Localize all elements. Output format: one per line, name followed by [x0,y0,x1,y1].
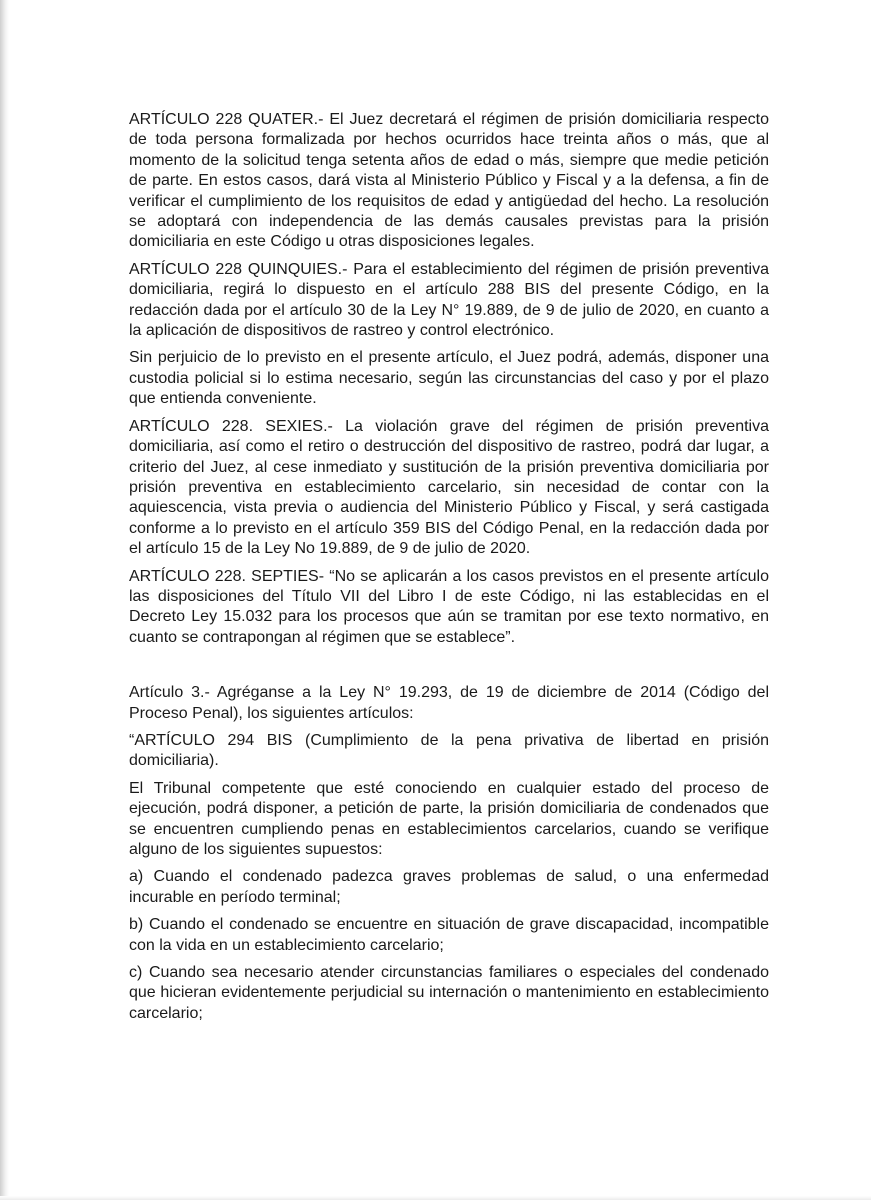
clause-c: c) Cuando sea necesario atender circunstancias familiares o especiales del condenado que hicieran evidentemente perjudicial su internación o mantenimiento en establecimiento carcelario; [129,964,769,1022]
article-294-bis-title: “ARTÍCULO 294 BIS (Cumplimiento de la pena privativa de libertad en prisión domiciliaria). [129,731,769,770]
article-228-septies: ARTÍCULO 228. SEPTIES- “No se aplicarán a los casos previstos en el presente artículo las disposiciones del Título VII del Libro I de este Código, ni las establecidas en el Decreto Ley 15.032 para los procesos que aún se tramitan por ese texto normativo, en cuanto se contrapongan al régimen que se establece”. [129,567,769,646]
article-228-quater: ARTÍCULO 228 QUATER.- El Juez decretará el régimen de prisión domiciliaria respecto de toda persona formalizada por hechos ocurridos hace treinta años o más, que al momento de la solicitud tenga setenta años de edad o más, siempre que medie petición de parte. En estos casos, dará vista al Ministerio Público y Fiscal y a la defensa, a fin de verificar el cumplimiento de los requisitos de edad y antigüedad del hecho. La resolución se adoptará con independencia de las demás causales previstas para la prisión domiciliaria en este Código u otras disposiciones legales. [129,111,769,251]
article-228-quinquies-paragraph-2: Sin perjuicio de lo previsto en el presente artículo, el Juez podrá, además, disponer una custodia policial si lo estima necesario, según las circunstancias del caso y por el plazo que entienda conveniente. [129,349,769,408]
clause-a: a) Cuando el condenado padezca graves problemas de salud, o una enfermedad incurable en período terminal; [129,868,769,906]
clause-b: b) Cuando el condenado se encuentre en situación de grave discapacidad, incompatible con la vida en un establecimiento carcelario; [129,916,769,954]
article-228-sexies: ARTÍCULO 228. SEXIES.- La violación grave del régimen de prisión preventiva domiciliaria, así como el retiro o destrucción del dispositivo de rastreo, podrá dar lugar, a criterio del Juez, al cese inmediato y sustitución de la prisión preventiva domiciliaria por prisión preventiva en establecimiento carcelario, sin necesidad de contar con la aquiescencia, vista previa o audiencia del Ministerio Público y Fiscal, y será castigada conforme a lo previsto en el artículo 359 BIS del Código Penal, en la redacción dada por el artículo 15 de la Ley No 19.889, de 9 de julio de 2020. [129,417,769,558]
article-3-intro: Artículo 3.- Agréganse a la Ley N° 19.293, de 19 de diciembre de 2014 (Código del Proceso Penal), los siguientes artículos: [129,684,769,722]
document-body [129,110,769,1031]
section-spacer [129,655,769,683]
article-294-bis-body: El Tribunal competente que esté conociendo en cualquier estado del proceso de ejecución, podrá disponer, a petición de parte, la prisión domiciliaria de condenados que se encuentren cumpliendo penas en establecimientos carcelarios, cuando se verifique alguno de los siguientes supuestos: [129,779,769,858]
article-228-quinquies: ARTÍCULO 228 QUINQUIES.- Para el establecimiento del régimen de prisión preventiva domiciliaria, regirá lo dispuesto en el artículo 288 BIS del presente Código, en la redacción dada por el artículo 30 de la Ley N° 19.889, de 9 de julio de 2020, en cuanto a la aplicación de dispositivos de rastreo y control electrónico. [129,260,769,340]
page-shadow-edge [0,0,9,1200]
page-bottom-edge [0,1196,871,1200]
